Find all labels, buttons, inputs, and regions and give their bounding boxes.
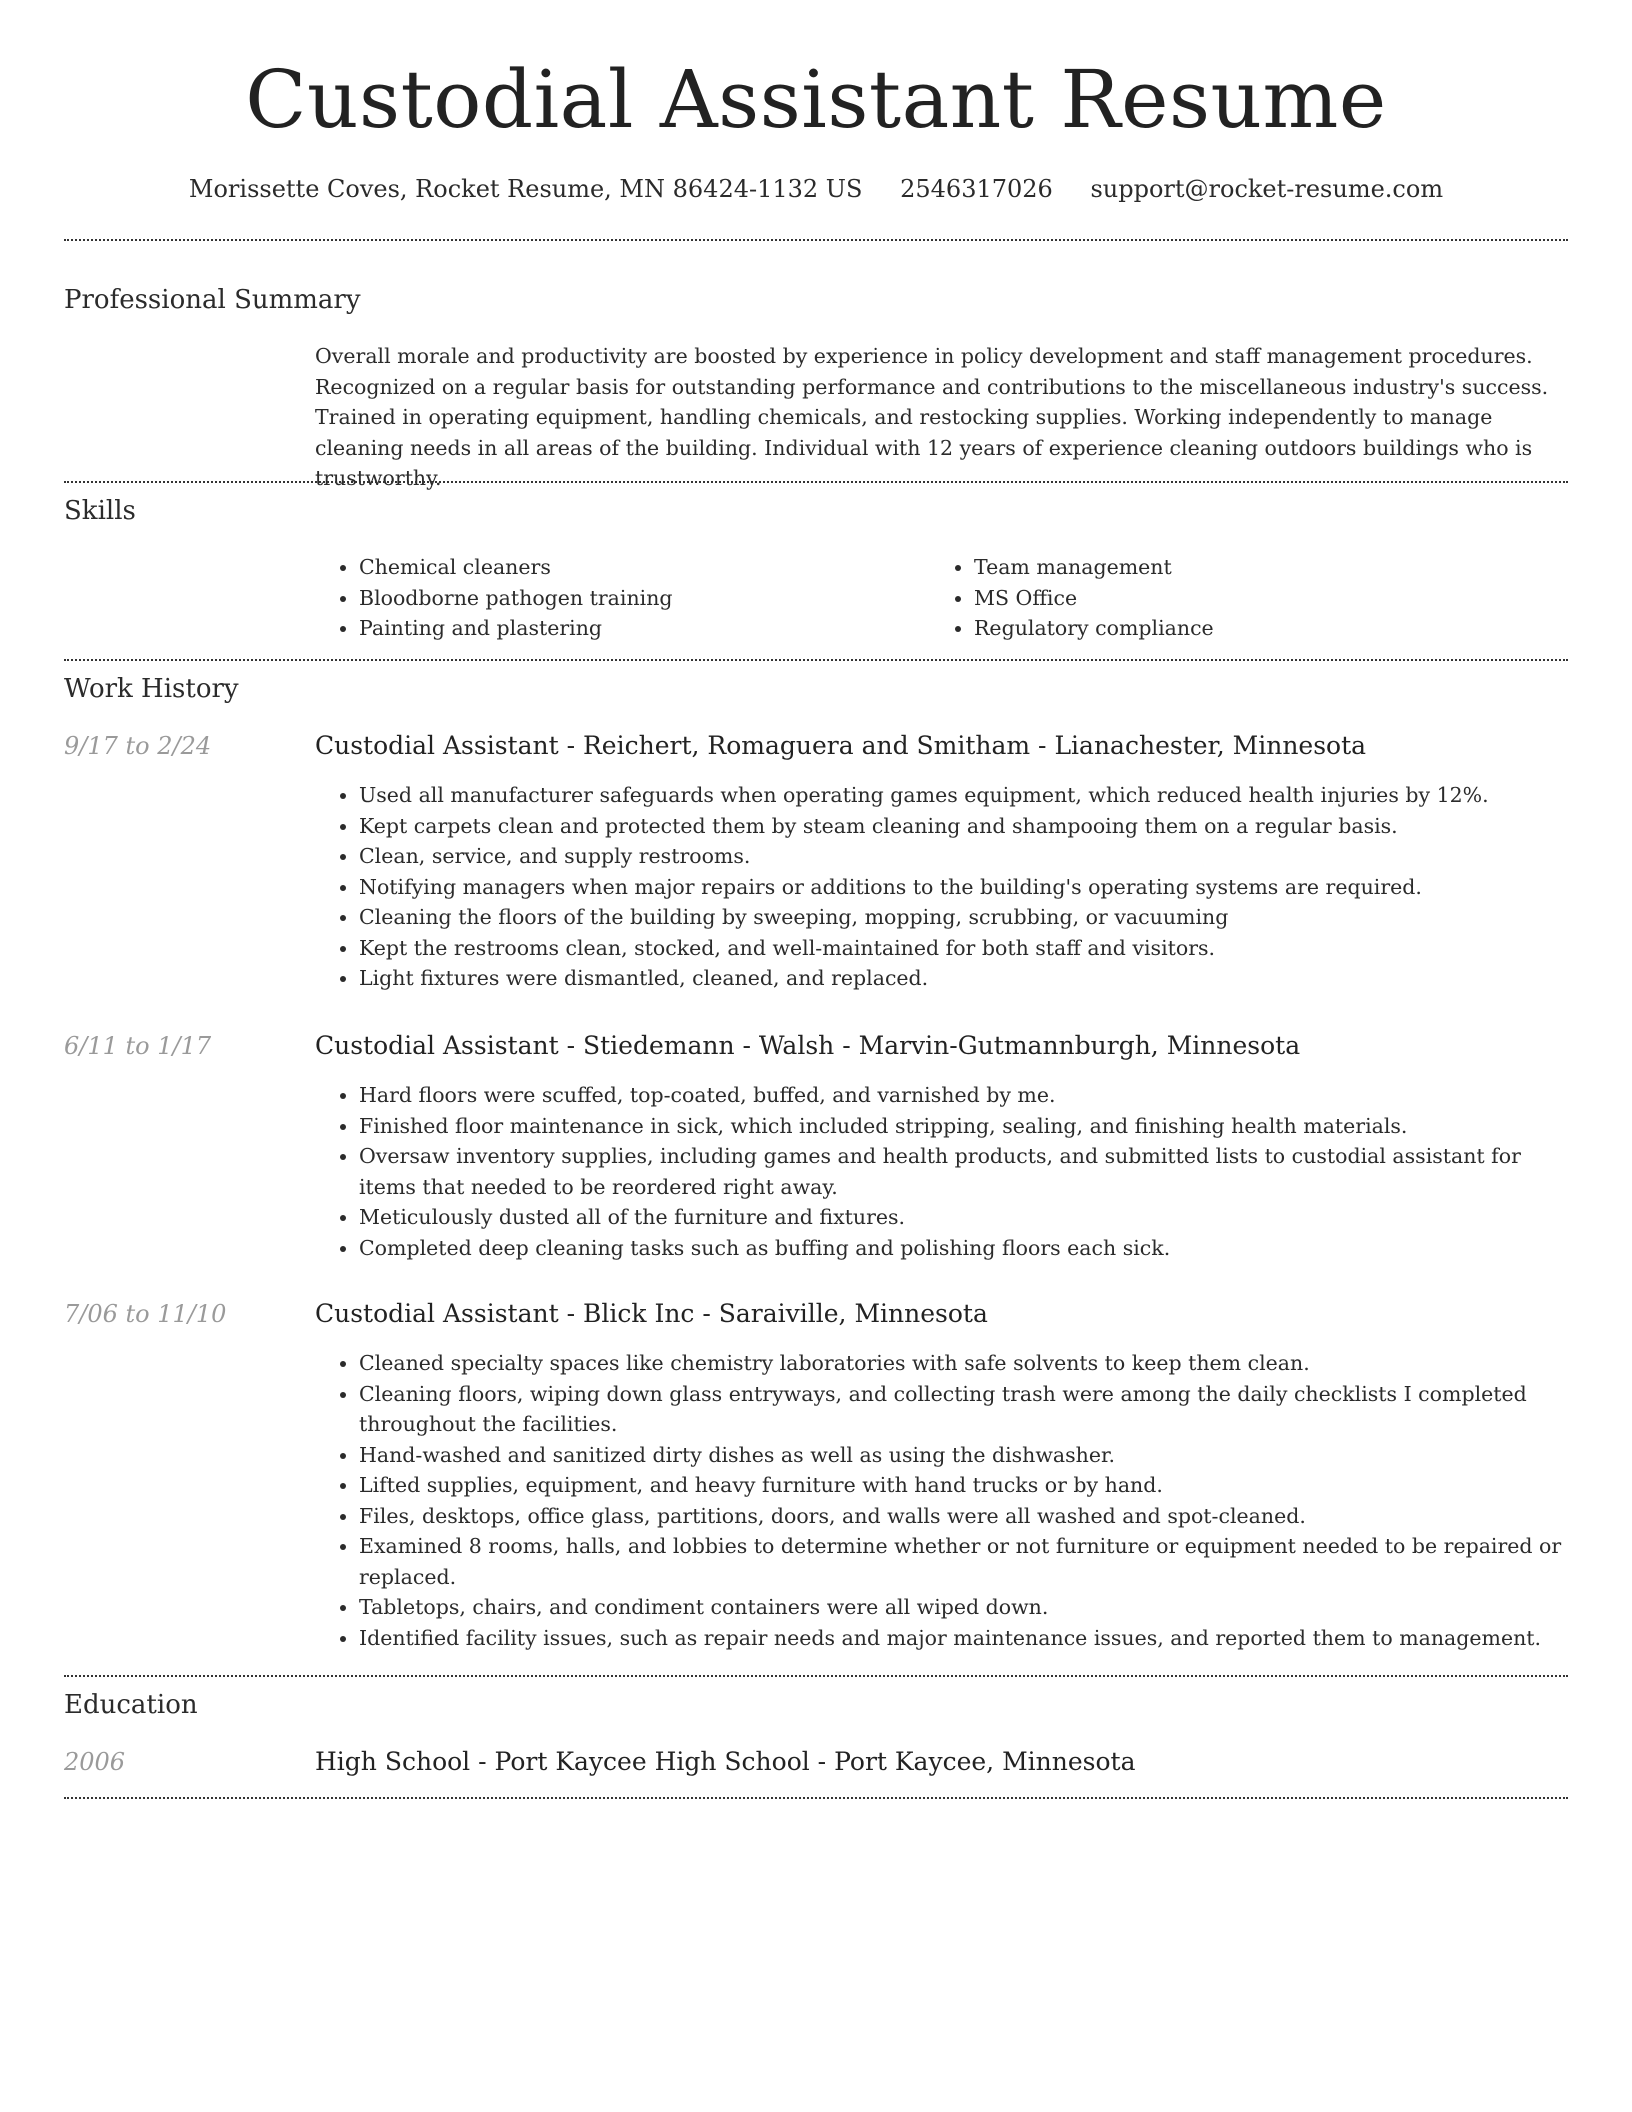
job-dates: 6/11 to 1/17 [64, 1032, 212, 1060]
job-bullets [315, 780, 1575, 994]
skills-column-1 [315, 552, 875, 644]
job-bullet: • Hand-washed and sanitized dirty dishes as well as using the dishwasher. [359, 1440, 1575, 1471]
skill-item: • Bloodborne pathogen training [359, 583, 875, 614]
job-bullet: • Hard floors were scuffed, top-coated, buffed, and varnished by me. [359, 1080, 1575, 1111]
job-bullet: • Meticulously dusted all of the furniture and fixtures. [359, 1202, 1575, 1233]
job-bullet: • Cleaning the floors of the building by sweeping, mopping, scrubbing, or vacuuming [359, 902, 1575, 933]
job-title: Custodial Assistant - Stiedemann - Walsh - Marvin-Gutmannburgh, Minnesota [315, 1031, 1301, 1060]
job-title: Custodial Assistant - Blick Inc - Saraiville, Minnesota [315, 1299, 988, 1328]
skills-list-2 [930, 552, 1490, 644]
skill-item: • Painting and plastering [359, 613, 875, 644]
skill-item: • MS Office [974, 583, 1490, 614]
contact-email: support@rocket-resume.com [1090, 175, 1444, 203]
job-bullet: • Lifted supplies, equipment, and heavy furniture with hand trucks or by hand. [359, 1470, 1575, 1501]
job-dates: 7/06 to 11/10 [64, 1300, 227, 1328]
summary-title: Professional Summary [64, 285, 361, 315]
job-title: Custodial Assistant - Reichert, Romaguera and Smitham - Lianachester, Minnesota [315, 731, 1367, 760]
job-bullet: • Cleaning floors, wiping down glass entryways, and collecting trash were among the daily checklists I completed throughout the facilities. [359, 1379, 1575, 1440]
skill-item: • Team management [974, 552, 1490, 583]
education-entry: High School - Port Kaycee High School - Port Kaycee, Minnesota [315, 1747, 1136, 1776]
job-bullet: • Kept the restrooms clean, stocked, and well-maintained for both staff and visitors. [359, 933, 1575, 964]
divider-header [64, 239, 1568, 241]
divider-work [64, 1675, 1568, 1677]
skill-item: • Chemical cleaners [359, 552, 875, 583]
divider-summary [64, 481, 1568, 483]
job-bullets [315, 1348, 1575, 1653]
summary-text: Overall morale and productivity are boosted by experience in policy development and staff management procedures. Recognized on a regular basis for outstanding performance and contributions to the miscellaneous industry's success. Trained in operating equipment, handling chemicals, and restocking supplies. Working independently to manage cleaning needs in all areas of the building. Individual with 12 years of experience cleaning outdoors buildings who is trustworthy. [315, 344, 1549, 490]
divider-skills [64, 659, 1568, 661]
job-bullet: • Identified facility issues, such as repair needs and major maintenance issues, and reported them to management. [359, 1623, 1575, 1654]
work-title: Work History [64, 674, 239, 704]
job-bullet: • Tabletops, chairs, and condiment containers were all wiped down. [359, 1592, 1575, 1623]
education-title: Education [64, 1690, 198, 1720]
job-bullet: • Notifying managers when major repairs or additions to the building's operating systems are required. [359, 872, 1575, 903]
job-bullet: • Oversaw inventory supplies, including games and health products, and submitted lists to custodial assistant for items that needed to be reordered right away. [359, 1141, 1575, 1202]
skill-item: • Regulatory compliance [974, 613, 1490, 644]
skills-list-1 [315, 552, 875, 644]
skills-title: Skills [64, 496, 136, 526]
resume-name: Custodial Assistant Resume [245, 53, 1387, 146]
job-bullet: • Clean, service, and supply restrooms. [359, 841, 1575, 872]
job-bullet: • Files, desktops, office glass, partitions, doors, and walls were all washed and spot-cleaned. [359, 1501, 1575, 1532]
job-bullet: • Kept carpets clean and protected them by steam cleaning and shampooing them on a regular basis. [359, 811, 1575, 842]
job-bullet: • Cleaned specialty spaces like chemistry laboratories with safe solvents to keep them clean. [359, 1348, 1575, 1379]
contact-line [0, 172, 1632, 206]
job-bullet: • Completed deep cleaning tasks such as buffing and polishing floors each sick. [359, 1233, 1575, 1264]
job-bullet: • Used all manufacturer safeguards when operating games equipment, which reduced health injuries by 12%. [359, 780, 1575, 811]
job-bullet: • Light fixtures were dismantled, cleaned, and replaced. [359, 963, 1575, 994]
divider-education [64, 1797, 1568, 1799]
skills-column-2 [930, 552, 1490, 644]
job-bullet: • Examined 8 rooms, halls, and lobbies to determine whether or not furniture or equipment needed to be repaired or replaced. [359, 1531, 1575, 1592]
job-bullets [315, 1080, 1575, 1263]
contact-phone: 2546317026 [900, 175, 1053, 203]
job-bullet: • Finished floor maintenance in sick, which included stripping, sealing, and finishing health materials. [359, 1111, 1575, 1142]
contact-address: Morissette Coves, Rocket Resume, MN 86424-1132 US [188, 175, 863, 203]
education-year: 2006 [64, 1748, 126, 1776]
job-dates: 9/17 to 2/24 [64, 732, 212, 760]
